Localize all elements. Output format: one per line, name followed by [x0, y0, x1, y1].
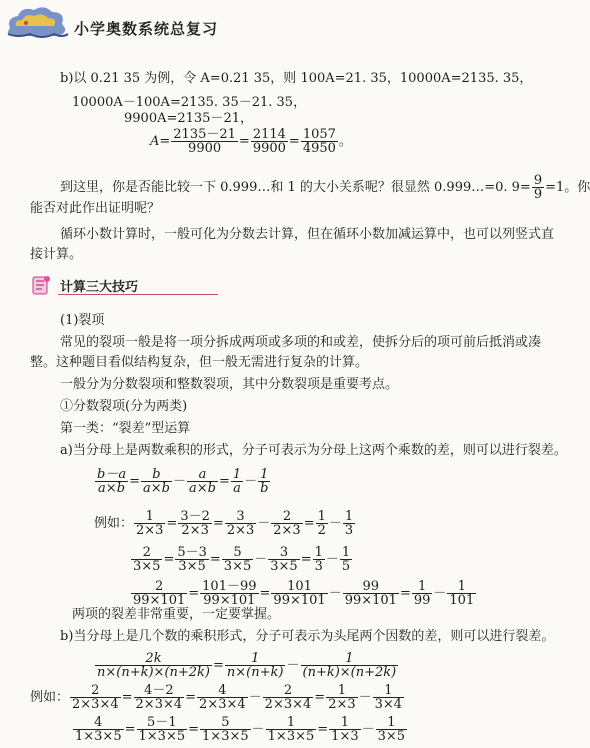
fraction: $\frac{b-a}{a\times b}$ [97, 467, 127, 496]
fraction: $\frac{b}{a\times b}$ [142, 467, 170, 496]
fraction: $\frac{1}{5}$ [341, 545, 351, 574]
fraction: $\frac{2114}{9900}$ [252, 127, 286, 156]
fraction: $\frac{1}{b}$ [260, 467, 269, 496]
formula-a: $\frac{b-a}{a\times b}$ = $\frac{b}{a\times b}$ － $\frac{a}{a\times b}$ = $\frac{1}{a}$ － $\frac{1}{b}$ [97, 467, 269, 496]
para-cyclic-line2: 接计算。 [30, 247, 83, 262]
fraction: $\frac{101}{99\times 101}$ [273, 579, 326, 608]
para-b-line2: 10000A－100A=2135. 35－21. 35， [72, 95, 307, 110]
fraction: $\frac{2}{99\times 101}$ [133, 579, 186, 608]
example-5: $\frac{4}{1\times 3\times 5}$ = $\frac{5-1}{1\times 3\times 5}$ = $\frac{5}{1\times 3\times 5}$ － $\frac{1}{1\times 3\times 5}$ = $\frac{1}{1\times 3}$ － $\frac{1}{3\times 5}$ [75, 715, 406, 744]
fraction: $\frac{1}{101}$ [449, 579, 475, 608]
fraction: $\frac{3}{2\times 3}$ [226, 509, 255, 538]
example-2: $\frac{2}{3\times 5}$ = $\frac{5-3}{3\times 5}$ = $\frac{5}{3\times 5}$ － $\frac{3}{3\times 5}$ = $\frac{1}{3}$ － $\frac{1}{5}$ [133, 545, 351, 574]
eq-prefix: A= [150, 134, 171, 149]
fraction: $\frac{5}{3\times 5}$ [223, 545, 252, 574]
fraction: $\frac{1}{1\times 3}$ [331, 715, 359, 744]
para-b-line1: b)以 0.21 35 为例，令 A=0.21 35，则 100A=21. 35，10000A=2135. 35， [60, 71, 533, 86]
fraction: $\frac{2}{3\times 5}$ [133, 545, 161, 574]
fraction: $\frac{1}{3\times 4}$ [374, 683, 403, 712]
fraction: $\frac{2}{2\times 3\times 4}$ [72, 683, 119, 712]
fraction: $\frac{4}{2\times 3\times 4}$ [199, 683, 246, 712]
fraction: $\frac{4}{1\times 3\times 5}$ [75, 715, 122, 744]
split-b-text: b)当分母上是几个数的乘积形式，分子可表示为头尾两个因数的差，则可以进行裂差。 [60, 629, 555, 644]
fraction: $\frac{2}{2\times 3}$ [273, 509, 301, 538]
split-type1: 第一类：“裂差”型运算 [60, 421, 191, 436]
fraction: $\frac{99}{99\times 101}$ [344, 579, 397, 608]
fraction: $\frac{5}{1\times 3\times 5}$ [202, 715, 249, 744]
para-compare-line2: 能否对此作出证明呢？ [30, 201, 161, 216]
fraction: $\frac{5-3}{3\times 5}$ [177, 545, 207, 574]
fraction: $\frac{1}{3}$ [314, 545, 323, 574]
fraction: $\frac{3-2}{2\times 3}$ [180, 509, 210, 538]
example-4: 例如： $\frac{2}{2\times 3\times 4}$ = $\frac{4-2}{2\times 3\times 4}$ = $\frac{4}{2\times 3\times 4}$ － $\frac{2}{2\times 3\times 4}$ = $\frac{1}{2\times 3}$ － $\frac{1}{3\times 4}$ [30, 683, 403, 712]
para-b-line3: 9900A=2135－21， [124, 111, 253, 126]
fraction: $\frac{1}{3}$ [344, 509, 354, 538]
fraction: $\frac{1}{2\times 3}$ [328, 683, 356, 712]
para-cyclic-line1: 循环小数计算时，一般可化为分数去计算，但在循环小数加减运算中，也可以列竖式直 [60, 227, 555, 242]
para-b-equation: A= $\frac{2135-21}{9900}$ = $\frac{2114}{9900}$ = $\frac{1057}{4950}$ 。 [150, 127, 352, 156]
fraction: $\frac{9}{9}$ [533, 173, 543, 202]
fraction: $\frac{1}{2}$ [317, 509, 326, 538]
fraction: $\frac{1}{1\times 3\times 5}$ [267, 715, 315, 744]
section-title: 计算三大技巧 [60, 280, 139, 295]
example-label: 例如： [94, 516, 134, 531]
fraction: $\frac{2}{2\times 3\times 4}$ [264, 683, 312, 712]
fraction: $\frac{3}{3\times 5}$ [270, 545, 298, 574]
split-p2: 一般分为分数裂项和整数裂项，其中分数裂项是重要考点。 [60, 377, 399, 392]
fraction: $\frac{1}{a}$ [232, 467, 242, 496]
fraction: $\frac{1}{99}$ [413, 579, 431, 608]
note-text: 两项的裂差非常重要，一定要掌握。 [72, 607, 281, 622]
formula-b: $\frac{2k}{n\times(n+k)\times(n+2k)}$ = $\frac{1}{n\times(n+k)}$ － $\frac{1}{(n+k)\times(n+2k)}$ [97, 651, 397, 680]
fraction: $\frac{2135-21}{9900}$ [173, 127, 236, 156]
section-underline [58, 294, 218, 295]
para-compare-line1: 到这里，你是否能比较一下 0.999…和 1 的大小关系呢？很显然 0.999…=0. 9= $\frac{9}{9}$ =1。你 [60, 173, 590, 202]
fraction: $\frac{a}{a\times b}$ [188, 467, 216, 496]
split-p1-line1: 常见的裂项一般是将一项分拆成两项或多项的和或差，使拆分后的项可前后抵消或凑 [60, 335, 542, 350]
fraction: $\frac{5-1}{1\times 3\times 5}$ [138, 715, 186, 744]
example-1: 例如： $\frac{1}{2\times 3}$ = $\frac{3-2}{2\times 3}$ = $\frac{3}{2\times 3}$ － $\frac{2}{2\times 3}$ = $\frac{1}{2}$ － $\frac{1}{3}$ [94, 509, 354, 538]
fraction: $\frac{1}{n\times(n+k)}$ [226, 651, 284, 680]
fraction: $\frac{1057}{4950}$ [302, 127, 336, 156]
split-heading: (1)裂项 [60, 313, 105, 328]
fraction: $\frac{4-2}{2\times 3\times 4}$ [135, 683, 183, 712]
split-a-text: a)当分母上是两数乘积的形式，分子可表示为分母上这两个乘数的差，则可以进行裂差。 [60, 443, 567, 458]
header-title: 小学奥数系统总复习 [74, 20, 219, 38]
split-sub1: ①分数裂项(分为两类) [60, 399, 188, 414]
fraction: $\frac{101-99}{99\times 101}$ [202, 579, 257, 608]
example-3: $\frac{2}{99\times 101}$ = $\frac{101-99}{99\times 101}$ = $\frac{101}{99\times 101}$ － $\frac{99}{99\times 101}$ = $\frac{1}{99}$ － $\frac{1}{101}$ [133, 579, 475, 608]
fraction: $\frac{1}{3\times 5}$ [377, 715, 406, 744]
fraction: $\frac{1}{2\times 3}$ [136, 509, 164, 538]
fraction: $\frac{2k}{n\times(n+k)\times(n+2k)}$ [97, 651, 211, 680]
section-heading [30, 272, 190, 298]
example-label: 例如： [30, 690, 70, 705]
split-p1-line2: 整。这种题目看似结构复杂，但一般无需进行复杂的计算。 [30, 355, 369, 370]
fraction: $\frac{1}{(n+k)\times(n+2k)}$ [302, 651, 397, 680]
book-icon [30, 274, 52, 296]
